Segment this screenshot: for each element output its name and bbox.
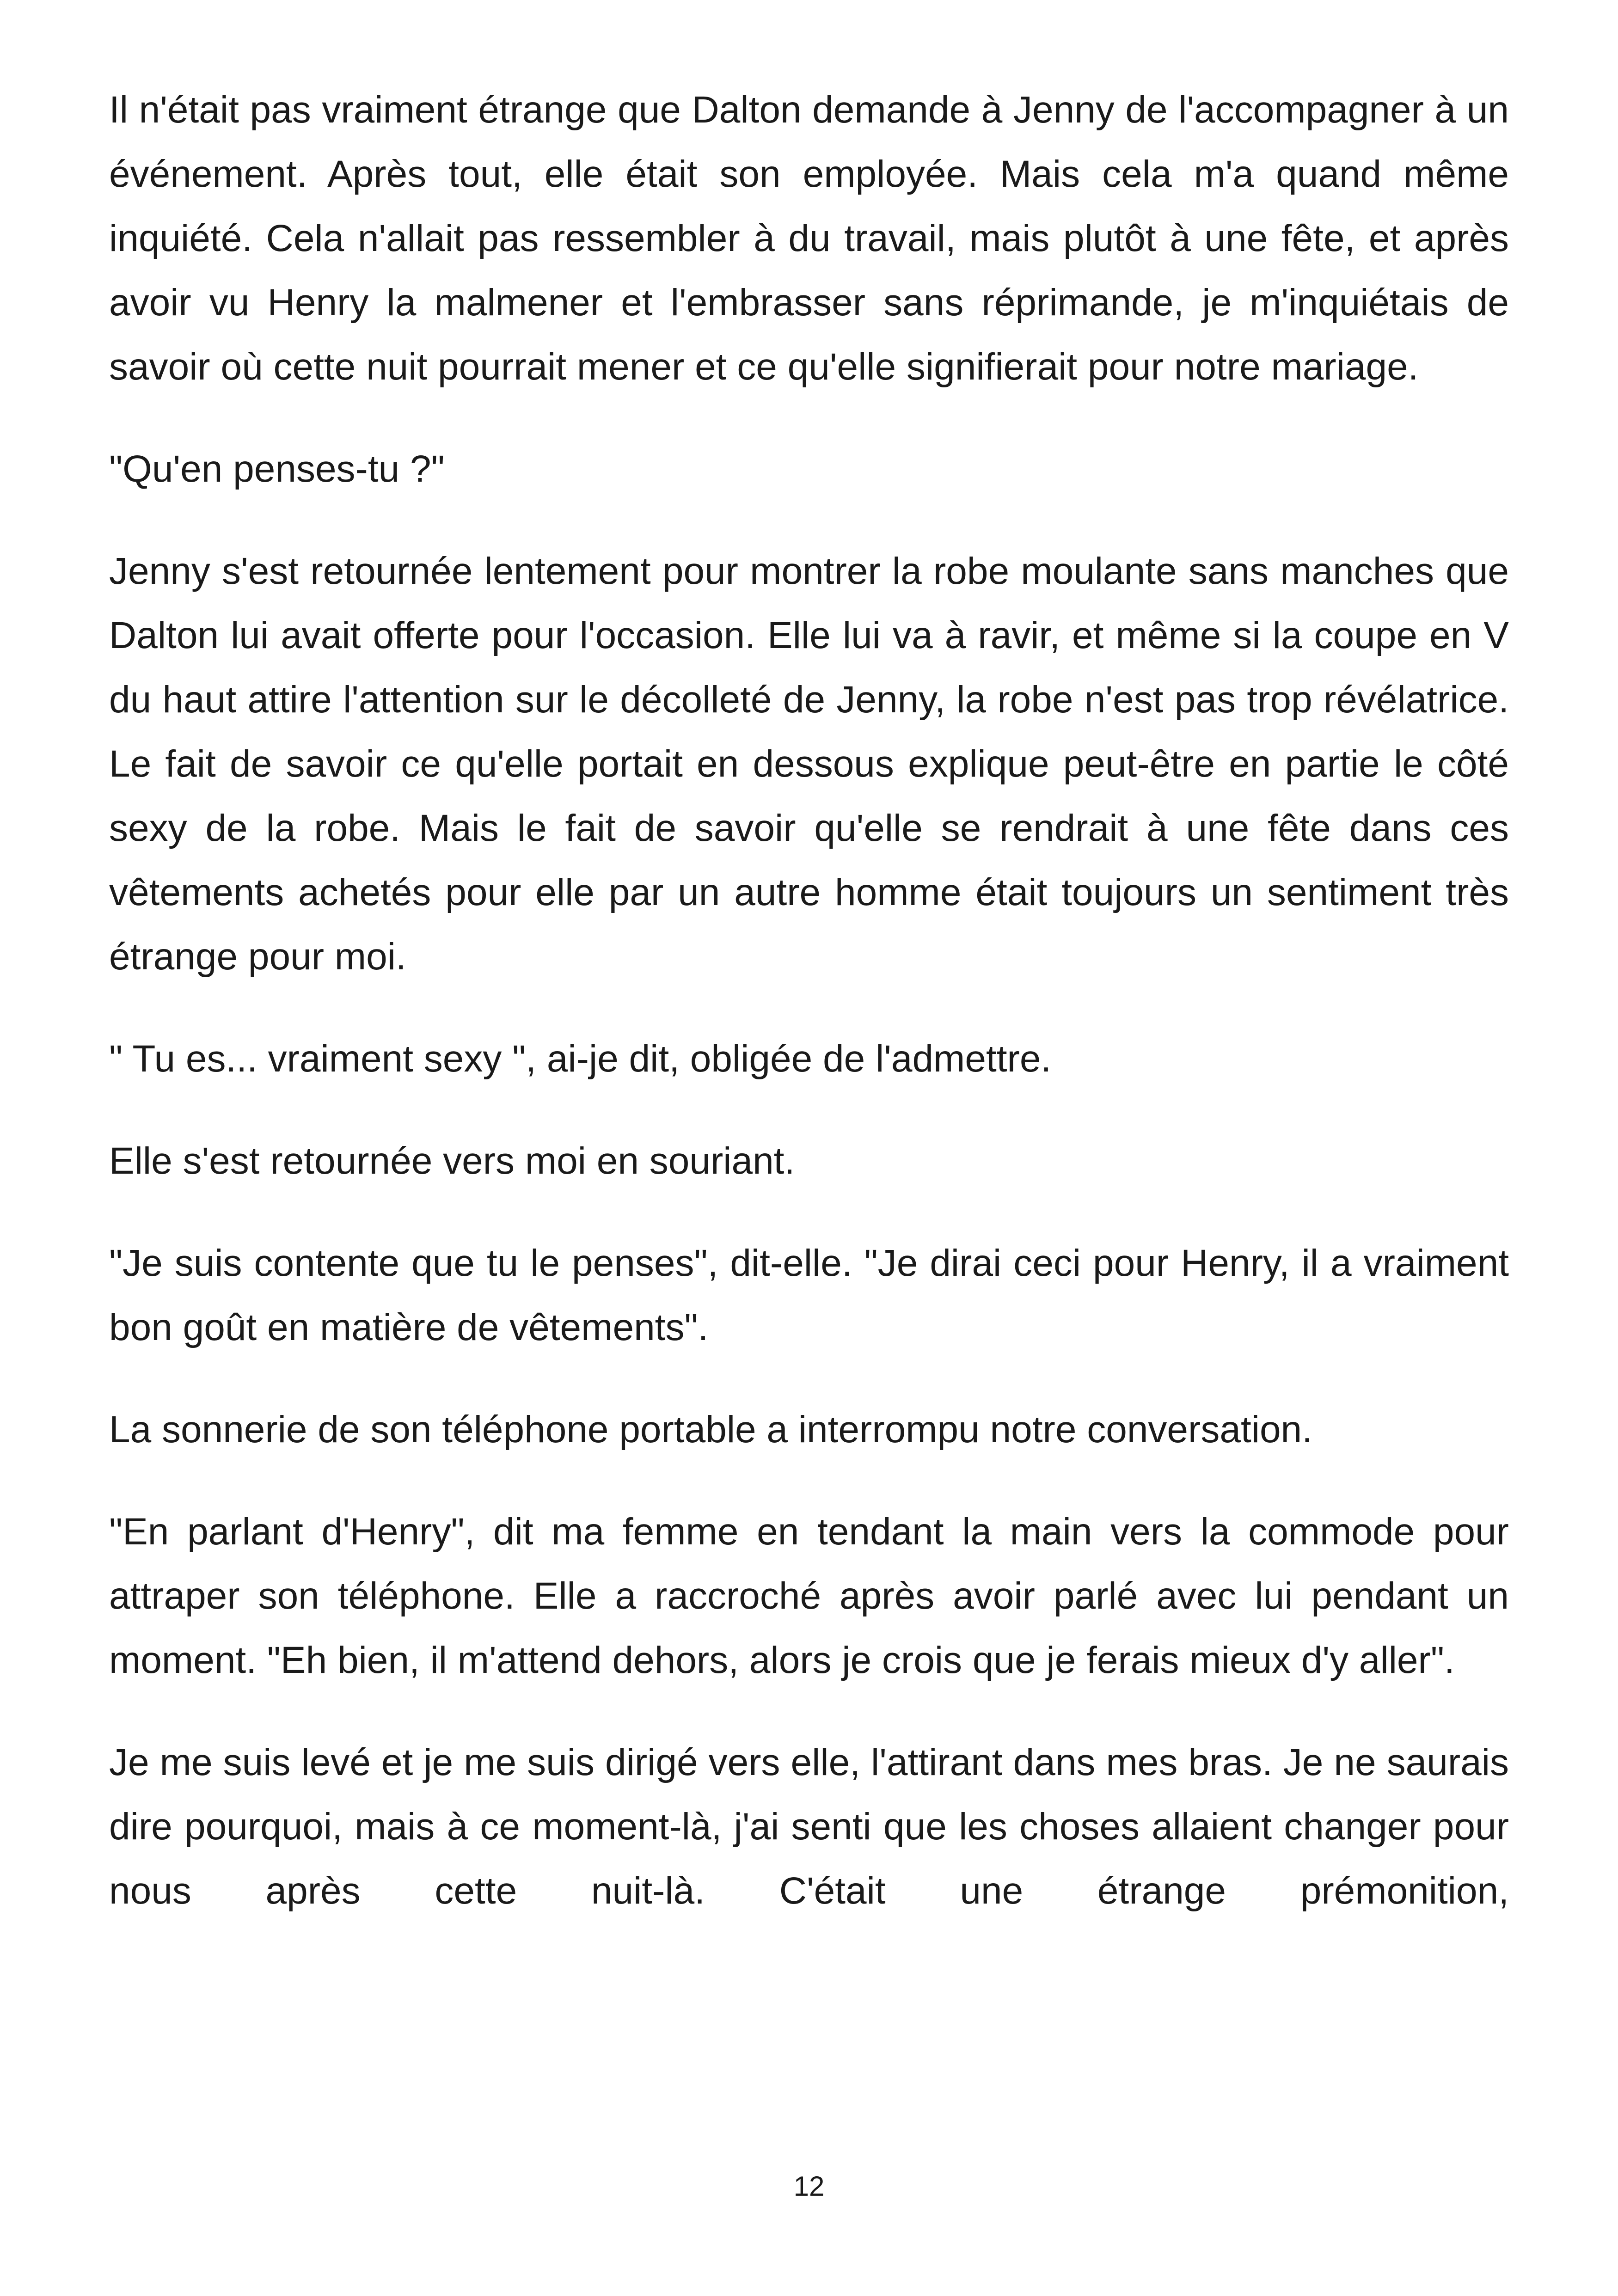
paragraph: Je me suis levé et je me suis dirigé vers elle, l'attirant dans mes bras. Je ne saurais dire pourquoi, mais à ce moment-là, j'ai senti que les choses allaient changer pour nous après cette nuit-là. C'était une étrange prémonition, bbox=[109, 1741, 1509, 1912]
body-text bbox=[109, 78, 1509, 1923]
paragraph: Jenny s'est retournée lentement pour montrer la robe moulante sans manches que Dalton lui avait offerte pour l'occasion. Elle lui va à ravir, et même si la coupe en V du haut attire l'attention sur le décolleté de Jenny, la robe n'est pas trop révélatrice. Le fait de savoir ce qu'elle portait en dessous explique peut-être en partie le côté sexy de la robe. Mais le fait de savoir qu'elle se rendrait à une fête dans ces vêtements achetés pour elle par un autre homme était toujours un sentiment très étrange pour moi. bbox=[109, 550, 1509, 978]
paragraph: "Je suis contente que tu le penses", dit-elle. "Je dirai ceci pour Henry, il a vraiment bon goût en matière de vêtements". bbox=[109, 1242, 1509, 1348]
paragraph: "En parlant d'Henry", dit ma femme en tendant la main vers la commode pour attraper son téléphone. Elle a raccroché après avoir parlé avec lui pendant un moment. "Eh bien, il m'attend dehors, alors je crois que je ferais mieux d'y aller". bbox=[109, 1511, 1509, 1681]
paragraph: "Qu'en penses-tu ?" bbox=[109, 448, 445, 490]
paragraph: Il n'était pas vraiment étrange que Dalton demande à Jenny de l'accompagner à un événement. Après tout, elle était son employée. Mais cela m'a quand même inquiété. Cela n'allait pas ressembler à du travail, mais plutôt à une fête, et après avoir vu Henry la malmener et l'embrasser sans réprimande, je m'inquiétais de savoir où cette nuit pourrait mener et ce qu'elle signifierait pour notre mariage. bbox=[109, 89, 1509, 388]
page-number: 12 bbox=[793, 2171, 825, 2202]
paragraph: " Tu es... vraiment sexy ", ai-je dit, obligée de l'admettre. bbox=[109, 1038, 1052, 1080]
paragraph: La sonnerie de son téléphone portable a interrompu notre conversation. bbox=[109, 1408, 1312, 1451]
paragraph: Elle s'est retournée vers moi en souriant. bbox=[109, 1140, 795, 1182]
